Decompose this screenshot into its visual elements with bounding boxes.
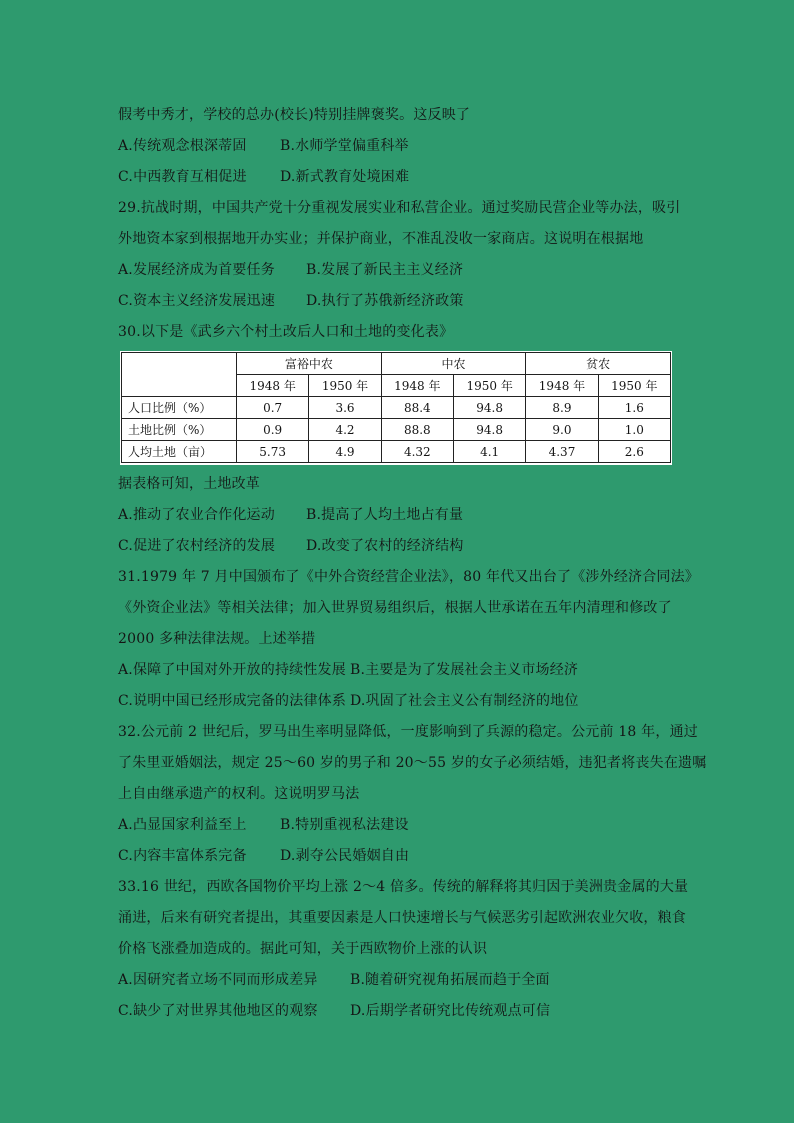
table-cell: 94.8 — [453, 419, 525, 441]
row-label: 人口比例（%） — [122, 397, 237, 419]
q28-options-row2 — [118, 162, 678, 193]
q32-stem-line1: 32.公元前 2 世纪后，罗马出生率明显降低，一度影响到了兵源的稳定。公元前 18 年，通过 — [118, 724, 698, 740]
q31-stem-line2: 《外资企业法》等相关法律；加入世界贸易组织后，根据人世承诺在五年内清理和修改了 — [118, 600, 672, 616]
q29-option-a: A.发展经济成为首要任务 — [118, 262, 275, 278]
q33-option-c: C.缺少了对世界其他地区的观察 — [118, 1003, 318, 1019]
q31-option-b: B.主要是为了发展社会主义市场经济 — [350, 662, 579, 678]
q32-option-a: A.凸显国家利益至上 — [118, 817, 247, 833]
land-reform-table-image — [120, 351, 672, 465]
land-reform-table — [121, 352, 671, 463]
q32-stem-line3: 上自由继承遗产的权利。这说明罗马法 — [118, 786, 360, 802]
q31-options-row1 — [118, 655, 678, 686]
group-header-rich-middle: 富裕中农 — [237, 353, 382, 375]
q33-options-row2 — [118, 996, 678, 1027]
q29-options-row1 — [118, 255, 678, 286]
q29-options-row2 — [118, 286, 678, 317]
q29-option-c: C.资本主义经济发展迅速 — [118, 293, 276, 309]
table-cell: 4.32 — [381, 441, 453, 463]
table-cell: 4.2 — [309, 419, 381, 441]
q32-options-row2 — [118, 841, 678, 872]
q28-option-d: D.新式教育处境困难 — [280, 169, 410, 185]
table-cell: 4.9 — [309, 441, 381, 463]
table-cell: 3.6 — [309, 397, 381, 419]
table-cell: 8.9 — [526, 397, 598, 419]
q29-stem-line1: 29.抗战时期，中国共产党十分重视发展实业和私营企业。通过奖励民营企业等办法，吸引 — [118, 200, 681, 216]
year-header: 1950 年 — [309, 375, 381, 397]
table-corner-cell — [122, 353, 237, 397]
q33-option-d: D.后期学者研究比传统观点可信 — [350, 1003, 551, 1019]
q30-stem-line2: 据表格可知，土地改革 — [118, 476, 260, 492]
table-row — [122, 441, 671, 463]
year-header: 1950 年 — [453, 375, 525, 397]
q33-stem-line1: 33.16 世纪，西欧各国物价平均上涨 2～4 倍多。传统的解释将其归因于美洲贵金属的大量 — [118, 879, 689, 895]
table-header-groups — [122, 353, 671, 375]
q33-option-a: A.因研究者立场不同而形成差异 — [118, 972, 318, 988]
q28-option-a: A.传统观念根深蒂固 — [118, 138, 247, 154]
q31-stem-line1: 31.1979 年 7 月中国颁布了《中外合资经营企业法》，80 年代又出台了《涉外经济合同法》 — [118, 569, 700, 585]
table-cell: 88.4 — [381, 397, 453, 419]
q28-stem-tail: 假考中秀才，学校的总办(校长)特别挂牌褒奖。这反映了 — [118, 107, 471, 123]
group-header-middle: 中农 — [381, 353, 526, 375]
q33-option-b: B.随着研究视角拓展而趋于全面 — [350, 972, 550, 988]
q32-option-c: C.内容丰富体系完备 — [118, 848, 247, 864]
group-header-poor: 贫农 — [526, 353, 671, 375]
q28-options-row1 — [118, 131, 678, 162]
table-cell: 0.7 — [237, 397, 309, 419]
year-header: 1948 年 — [237, 375, 309, 397]
q31-stem-line3: 2000 多种法律法规。上述举措 — [118, 631, 316, 647]
q32-stem-line2: 了朱里亚婚姻法，规定 25～60 岁的男子和 20～55 岁的女子必须结婚，违犯者将丧失在遗嘱 — [118, 755, 707, 771]
q28-option-c: C.中西教育互相促进 — [118, 169, 247, 185]
table-row — [122, 397, 671, 419]
q33-options-row1 — [118, 965, 678, 996]
q33-stem-line2: 涌进，后来有研究者提出，其重要因素是人口快速增长与气候恶劣引起欧洲农业欠收，粮食 — [118, 910, 686, 926]
q28-option-b: B.水师学堂偏重科举 — [280, 138, 409, 154]
q30-options-row2 — [118, 531, 678, 562]
q29-option-b: B.发展了新民主主义经济 — [306, 262, 464, 278]
q30-options-row1 — [118, 500, 678, 531]
q33-stem-line3: 价格飞涨叠加造成的。据此可知，关于西欧物价上涨的认识 — [118, 941, 488, 957]
q30-stem-line1: 30.以下是《武乡六个村土改后人口和土地的变化表》 — [118, 324, 454, 340]
row-label: 人均土地（亩） — [122, 441, 237, 463]
exam-content — [118, 100, 707, 1027]
q32-option-d: D.剥夺公民婚姻自由 — [280, 848, 410, 864]
q31-option-a: A.保障了中国对外开放的持续性发展 — [118, 662, 346, 678]
table-cell: 88.8 — [381, 419, 453, 441]
table-cell: 9.0 — [526, 419, 598, 441]
q31-option-d: D.巩固了社会主义公有制经济的地位 — [350, 693, 579, 709]
table-cell: 4.37 — [526, 441, 598, 463]
year-header: 1948 年 — [381, 375, 453, 397]
q29-option-d: D.执行了苏俄新经济政策 — [306, 293, 464, 309]
q30-option-d: D.改变了农村的经济结构 — [306, 538, 464, 554]
table-cell: 0.9 — [237, 419, 309, 441]
table-row — [122, 419, 671, 441]
table-cell: 5.73 — [237, 441, 309, 463]
q31-option-c: C.说明中国已经形成完备的法律体系 — [118, 693, 347, 709]
year-header: 1950 年 — [598, 375, 670, 397]
q32-options-row1 — [118, 810, 678, 841]
q32-option-b: B.特别重视私法建设 — [280, 817, 409, 833]
q29-stem-line2: 外地资本家到根据地开办实业；并保护商业，不准乱没收一家商店。这说明在根据地 — [118, 231, 644, 247]
table-cell: 4.1 — [453, 441, 525, 463]
table-cell: 1.0 — [598, 419, 670, 441]
year-header: 1948 年 — [526, 375, 598, 397]
q30-option-c: C.促进了农村经济的发展 — [118, 538, 276, 554]
q30-option-b: B.提高了人均土地占有量 — [306, 507, 464, 523]
row-label: 土地比例（%） — [122, 419, 237, 441]
q31-options-row2 — [118, 686, 678, 717]
table-cell: 1.6 — [598, 397, 670, 419]
table-cell: 2.6 — [598, 441, 670, 463]
table-cell: 94.8 — [453, 397, 525, 419]
q30-option-a: A.推动了农业合作化运动 — [118, 507, 275, 523]
